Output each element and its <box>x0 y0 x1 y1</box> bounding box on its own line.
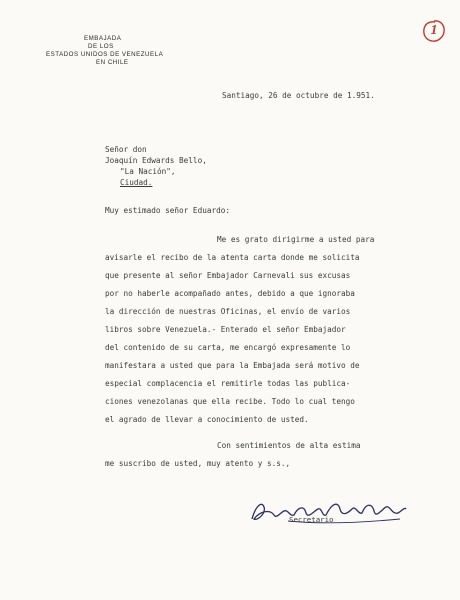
salutation: Muy estimado señor Eduardo: <box>105 206 230 215</box>
letterhead-line: EMBAJADA <box>84 35 122 42</box>
body-line: del contenido de su carta, me encargó expresamente lo <box>105 343 351 352</box>
letter-date: Santiago, 26 de octubre de 1.951. <box>222 91 375 100</box>
closing-line: Con sentimientos de alta estima <box>217 441 361 450</box>
body-line: el agrado de llevar a conocimiento de usted. <box>105 415 309 424</box>
recipient-line: Joaquín Edwards Bello, <box>105 156 207 165</box>
body-line: Me es grato dirigirme a usted para <box>217 235 375 244</box>
body-line: libros sobre Venezuela.- Enterado el señor Embajador <box>105 325 346 334</box>
body-line: manifestara a usted que para la Embajada será motivo de <box>105 361 360 370</box>
recipient-line: Señor don <box>105 145 147 154</box>
body-line: especial complacencia el remitirle todas las publica- <box>105 379 351 388</box>
closing-line: me suscribo de usted, muy atento y s.s., <box>105 459 291 468</box>
letterhead-line: ESTADOS UNIDOS DE VENEZUELA <box>46 51 164 58</box>
body-line: avisarle el recibo de la atenta carta donde me solicita <box>105 253 360 262</box>
embassy-letterhead <box>46 35 196 67</box>
body-line: la dirección de nuestras Oficinas, el envío de varios <box>105 307 351 316</box>
letterhead-line: EN CHILE <box>96 59 129 66</box>
signatory-title: Secretario <box>289 515 334 524</box>
body-line: ciones venezolanas que ella recibe. Todo lo cual tengo <box>105 397 355 406</box>
letterhead-line: DE LOS <box>88 43 114 50</box>
recipient-line: Ciudad. <box>120 178 153 187</box>
page-number-mark <box>422 19 446 43</box>
body-line: por no haberle acompañado antes, debido a que ignoraba <box>105 289 355 298</box>
recipient-line: "La Nación", <box>120 167 176 176</box>
page-number: 1 <box>430 23 438 38</box>
body-line: que presente al señor Embajador Carnevali sus excusas <box>105 271 351 280</box>
